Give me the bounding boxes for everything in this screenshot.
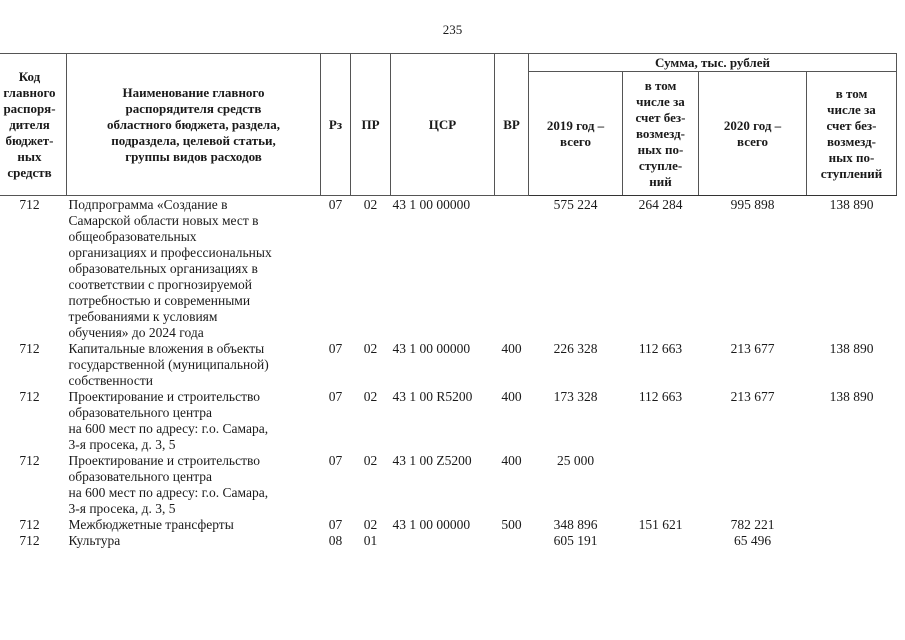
header-code xyxy=(0,54,67,196)
header-line: Наименование главного xyxy=(122,84,265,100)
header-line: в том xyxy=(644,77,677,93)
cell-csr: 43 1 00 00000 xyxy=(392,517,471,532)
cell-2020-free xyxy=(807,517,897,533)
cell-pr: 01 xyxy=(363,533,378,548)
header-line: числе за xyxy=(827,101,876,117)
name-line: образовательных организациях в xyxy=(68,261,258,276)
cell-rz: 07 xyxy=(328,389,343,404)
header-line: всего xyxy=(560,133,591,149)
header-line: дителя xyxy=(9,116,50,132)
cell-csr: 43 1 00 Z5200 xyxy=(392,453,472,468)
table-row xyxy=(0,517,897,533)
header-line: главного xyxy=(3,84,56,100)
cell-vr xyxy=(495,533,529,549)
cell-2019-total: 605 191 xyxy=(553,533,598,548)
header-line: ных по- xyxy=(637,141,684,157)
cell-2020-total: 213 677 xyxy=(730,389,775,404)
cell-2019-free: 112 663 xyxy=(638,341,683,356)
cell-name xyxy=(67,389,321,453)
cell-2020-free: 138 890 xyxy=(829,197,874,212)
name-line: на 600 мест по адресу: г.о. Самара, xyxy=(68,421,269,436)
name-line: общеобразовательных xyxy=(68,229,197,244)
name-line: на 600 мест по адресу: г.о. Самара, xyxy=(68,485,269,500)
header-line: средств xyxy=(7,164,52,180)
cell-csr: 43 1 00 00000 xyxy=(392,197,471,212)
name-line: государственной (муниципальной) xyxy=(68,357,269,372)
name-line: Межбюджетные трансферты xyxy=(68,517,234,532)
name-line: потребностью и современными xyxy=(68,293,251,308)
name-line: организациях и профессиональных xyxy=(68,245,272,260)
name-line: Проектирование и строительство xyxy=(68,453,261,468)
header-line: счет без- xyxy=(826,117,877,133)
header-line: бюджет- xyxy=(5,132,54,148)
header-name xyxy=(67,54,321,196)
header-line: распоря- xyxy=(3,100,56,116)
cell-csr: 43 1 00 00000 xyxy=(392,341,471,356)
cell-2020-total: 782 221 xyxy=(730,517,775,532)
cell-code: 712 xyxy=(19,533,40,548)
header-line: ний xyxy=(649,173,672,189)
header-line: возмезд- xyxy=(636,125,685,141)
cell-2019-free: 264 284 xyxy=(638,197,683,212)
cell-2019-free: 112 663 xyxy=(638,389,683,404)
cell-name xyxy=(67,196,321,342)
header-2020-free xyxy=(807,72,897,196)
cell-code: 712 xyxy=(19,197,40,212)
table-row xyxy=(0,196,897,342)
header-rz: Рз xyxy=(321,54,351,196)
cell-2020-total: 995 898 xyxy=(730,197,775,212)
page-number: 235 xyxy=(442,22,463,37)
cell-vr xyxy=(495,196,529,342)
cell-vr: 400 xyxy=(501,453,522,468)
header-csr: ЦСР xyxy=(391,54,495,196)
cell-2020-total: 65 496 xyxy=(733,533,772,548)
name-line: Культура xyxy=(68,533,121,548)
cell-csr xyxy=(391,533,495,549)
header-line: ных по- xyxy=(828,149,875,165)
cell-2020-total: 213 677 xyxy=(730,341,775,356)
cell-code: 712 xyxy=(19,517,40,532)
header-line: счет без- xyxy=(635,109,686,125)
table-body xyxy=(0,196,897,550)
name-line: соответствии с прогнозируемой xyxy=(68,277,252,292)
cell-2020-free: 138 890 xyxy=(829,341,874,356)
name-line: обучения» до 2024 года xyxy=(68,325,204,340)
header-vr: ВР xyxy=(495,54,529,196)
name-line: Подпрограмма «Создание в xyxy=(68,197,228,212)
table-row xyxy=(0,453,897,517)
name-line: 3-я просека, д. 3, 5 xyxy=(68,501,176,516)
cell-2019-total: 348 896 xyxy=(553,517,598,532)
header-line: всего xyxy=(737,133,768,149)
cell-code: 712 xyxy=(19,453,40,468)
cell-2019-total: 575 224 xyxy=(553,197,598,212)
cell-pr: 02 xyxy=(363,453,378,468)
header-line: ных xyxy=(17,148,42,164)
cell-2020-total xyxy=(699,453,807,517)
cell-name xyxy=(67,533,321,549)
header-line: подраздела, целевой статьи, xyxy=(111,132,276,148)
cell-csr: 43 1 00 R5200 xyxy=(392,389,473,404)
table-row xyxy=(0,389,897,453)
cell-vr: 400 xyxy=(501,389,522,404)
table-row xyxy=(0,533,897,549)
header-line: Код xyxy=(18,68,41,84)
cell-name xyxy=(67,453,321,517)
cell-rz: 07 xyxy=(328,517,343,532)
name-line: образовательного центра xyxy=(68,405,213,420)
header-line: ступле- xyxy=(638,157,683,173)
header-line: в том xyxy=(835,85,868,101)
header-pr: ПР xyxy=(351,54,391,196)
cell-name xyxy=(67,341,321,389)
table-row xyxy=(0,341,897,389)
cell-2019-free: 151 621 xyxy=(638,517,683,532)
header-line: распорядителя средств xyxy=(125,100,262,116)
cell-rz: 07 xyxy=(328,453,343,468)
cell-pr: 02 xyxy=(363,517,378,532)
cell-2019-total: 226 328 xyxy=(553,341,598,356)
cell-pr: 02 xyxy=(363,389,378,404)
header-line: 2020 год – xyxy=(723,117,782,133)
name-line: Проектирование и строительство xyxy=(68,389,261,404)
cell-vr: 400 xyxy=(501,341,522,356)
name-line: собственности xyxy=(68,373,153,388)
cell-2020-free xyxy=(807,533,897,549)
name-line: 3-я просека, д. 3, 5 xyxy=(68,437,176,452)
cell-2019-total: 25 000 xyxy=(556,453,595,468)
budget-table xyxy=(0,53,897,549)
header-2019-total xyxy=(529,72,623,196)
cell-rz: 07 xyxy=(328,197,343,212)
cell-2020-free: 138 890 xyxy=(829,389,874,404)
cell-name xyxy=(67,517,321,533)
name-line: Самарской области новых мест в xyxy=(68,213,259,228)
header-line: группы видов расходов xyxy=(125,148,262,164)
header-line: ступлений xyxy=(820,165,883,181)
header-2019-free xyxy=(623,72,699,196)
header-line: 2019 год – xyxy=(546,117,605,133)
cell-code: 712 xyxy=(19,389,40,404)
cell-pr: 02 xyxy=(363,197,378,212)
cell-2019-free xyxy=(623,453,699,517)
cell-code: 712 xyxy=(19,341,40,356)
header-line: числе за xyxy=(636,93,685,109)
header-line: областного бюджета, раздела, xyxy=(107,116,280,132)
name-line: образовательного центра xyxy=(68,469,213,484)
header-sum-group: Сумма, тыс. рублей xyxy=(529,54,897,72)
cell-pr: 02 xyxy=(363,341,378,356)
header-2020-total xyxy=(699,72,807,196)
cell-vr: 500 xyxy=(501,517,522,532)
cell-rz: 08 xyxy=(328,533,343,548)
name-line: требованиями к условиям xyxy=(68,309,218,324)
cell-2020-free xyxy=(807,453,897,517)
name-line: Капитальные вложения в объекты xyxy=(68,341,265,356)
cell-rz: 07 xyxy=(328,341,343,356)
cell-2019-free xyxy=(623,533,699,549)
header-line: возмезд- xyxy=(827,133,876,149)
table-header xyxy=(0,54,897,196)
cell-2019-total: 173 328 xyxy=(553,389,598,404)
